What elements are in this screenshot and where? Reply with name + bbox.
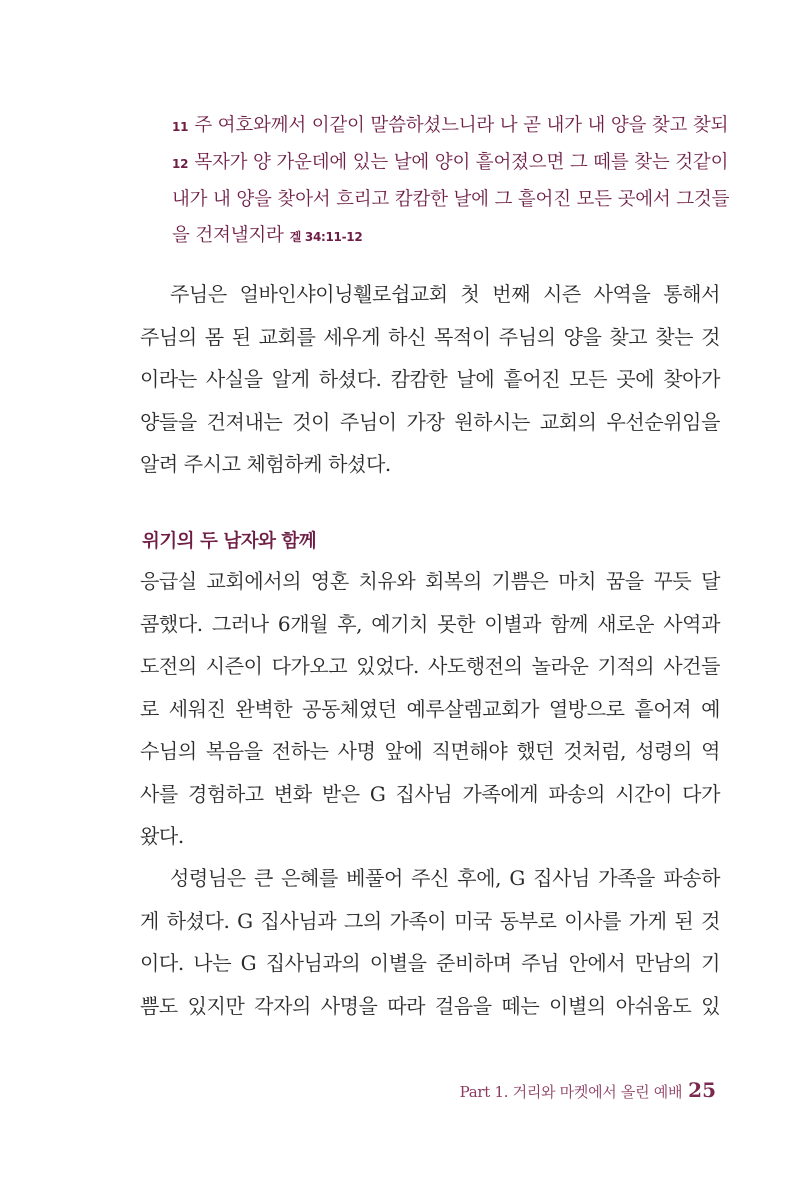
paragraph-line: 응급실 교회에서의 영혼 치유와 회복의 기쁨은 마치 꿈을 꾸듯 달 — [140, 569, 720, 593]
paragraph-line: 알려 주시고 체험하케 하셨다. — [140, 452, 391, 476]
paragraph-line: 수님의 복음을 전하는 사명 앞에 직면해야 했던 것처럼, 성령의 역 — [140, 739, 720, 763]
scripture-reference: 겔 34:11-12 — [289, 230, 363, 244]
paragraph-line: 콤했다. 그러나 6개월 후, 예기치 못한 이별과 함께 새로운 사역과 — [140, 611, 720, 636]
verse-number: 12 — [172, 157, 189, 171]
paragraph-line: 사를 경험하고 변화 받은 G 집사님 가족에게 파송의 시간이 다가 — [140, 781, 720, 806]
quote-line — [172, 182, 730, 218]
body-paragraph-2 — [140, 560, 720, 858]
paragraph-line: 도전의 시즌이 다가오고 있었다. 사도행전의 놀라운 기적의 사건들 — [140, 654, 720, 678]
paragraph-line: 게 하셨다. G 집사님과 그의 가족이 미국 동부로 이사를 가게 된 것 — [140, 908, 720, 933]
paragraph-line: 주님은 얼바인샤이닝휄로쉽교회 첫 번째 시즌 사역을 통해서 — [170, 282, 720, 306]
paragraph-line: 주님의 몸 된 교회를 세우게 하신 목적이 주님의 양을 찾고 찾는 것 — [140, 324, 720, 349]
verse-number: 11 — [172, 120, 189, 134]
paragraph-line: 이다. 나는 G 집사님과의 이별을 준비하며 주님 안에서 만남의 기 — [140, 951, 720, 975]
page-footer — [460, 1078, 716, 1102]
section-heading: 위기의 두 남자와 함께 — [142, 531, 317, 552]
paragraph-line: 왔다. — [140, 824, 184, 848]
quote-text: 목자가 양 가운데에 있는 날에 양이 흩어졌으면 그 떼를 찾는 것같이 — [194, 152, 729, 173]
paragraph-line: 양들을 건져내는 것이 주님이 가장 원하시는 교회의 우선순위임을 — [140, 409, 720, 434]
paragraph-line: 쁨도 있지만 각자의 사명을 따라 걸음을 떼는 이별의 아쉬움도 있 — [140, 993, 720, 1018]
quote-line — [172, 108, 729, 145]
paragraph-line: 성령님은 큰 은혜를 베풀어 주신 후에, G 집사님 가족을 파송하 — [170, 866, 720, 890]
page-number: 25 — [688, 1078, 716, 1102]
paragraph-line: 이라는 사실을 알게 하셨다. 캄캄한 날에 흩어진 모든 곳에 찾아가 — [140, 367, 720, 391]
body-paragraph-3 — [140, 857, 720, 1027]
running-title: Part 1. 거리와 마켓에서 올린 예배 — [459, 1083, 683, 1101]
paragraph-line: 로 세워진 완벽한 공동체였던 예루살렘교회가 열방으로 흩어져 예 — [140, 696, 720, 721]
quote-line — [172, 218, 712, 255]
scripture-quote — [172, 108, 730, 255]
quote-text: 주 여호와께서 이같이 말씀하셨느니라 나 곧 내가 내 양을 찾고 찾되 — [194, 115, 729, 136]
quote-text: 을 건져낼지라 — [172, 225, 284, 246]
quote-line — [172, 145, 729, 182]
body-paragraph-1 — [140, 273, 720, 486]
quote-text: 내가 내 양을 찾아서 흐리고 캄캄한 날에 그 흩어진 모든 곳에서 그것들 — [172, 189, 730, 210]
